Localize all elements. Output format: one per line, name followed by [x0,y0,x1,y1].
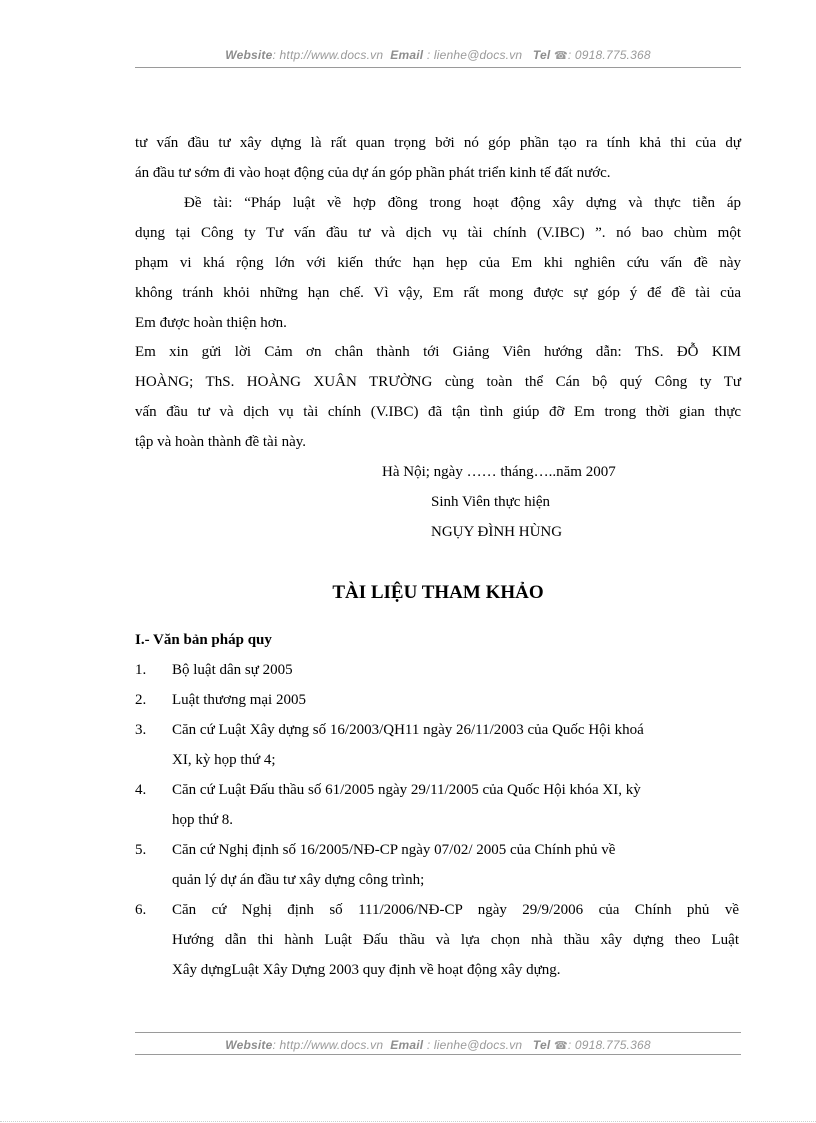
footer-divider [135,1032,741,1033]
header-divider [135,67,741,68]
references-title: TÀI LIỆU THAM KHẢO [332,582,544,603]
item-text: XI, kỳ họp thứ 4; [172,752,276,768]
item-number: 1. [135,662,147,678]
email-label: Email [390,1038,424,1052]
item-text: Căn cứ Luật Xây dựng số 16/2003/QH11 ngày 26/11/2003 của Quốc Hội khoá [172,722,644,738]
paragraph-line: phạm vi khá rộng lớn với kiến thức hạn hẹp của Em khi nghiên cứu vấn đề này [135,255,741,271]
tel-label: Tel [532,1038,551,1052]
paragraph-line: vấn đầu tư và dịch vụ tài chính (V.IBC) đã tận tình giúp đỡ Em trong thời gian thực [135,404,741,420]
website-url[interactable]: : http://www.docs.vn [272,48,384,62]
paragraph-line: không tránh khỏi những hạn chế. Vì vậy, Em rất mong được sự góp ý để đề tài của [135,285,741,301]
paragraph-line: Em xin gửi lời Cảm ơn chân thành tới Giảng Viên hướng dẫn: ThS. ĐỖ KIM [135,344,741,360]
tel-number: : 0918.775.368 [567,48,651,62]
item-number: 2. [135,692,147,708]
paragraph-line: án đầu tư sớm đi vào hoạt động của dự án góp phần phát triển kinh tế đất nước. [135,165,611,181]
phone-icon: ☎ [553,50,568,62]
website-label: Website [225,1038,273,1052]
paragraph-line: dụng tại Công ty Tư vấn đầu tư và dịch vụ tài chính (V.IBC) ”. nó bao chùm một [135,225,741,241]
tel-label: Tel [532,48,551,62]
page-footer [135,1038,741,1052]
paragraph-line: tập và hoàn thành đề tài này. [135,434,307,450]
signature-role: Sinh Viên thực hiện [431,494,551,510]
item-number: 5. [135,842,147,858]
website-url[interactable]: : http://www.docs.vn [272,1038,384,1052]
paragraph-line: Em được hoàn thiện hơn. [135,315,287,331]
item-number: 4. [135,782,147,798]
email-address[interactable]: : lienhe@docs.vn [426,1038,523,1052]
item-number: 6. [135,902,147,918]
email-address[interactable]: : lienhe@docs.vn [426,48,523,62]
email-label: Email [390,48,424,62]
references-section-heading: I.- Văn bản pháp quy [135,632,272,648]
item-text: Luật thương mại 2005 [172,692,306,708]
item-text: quản lý dự án đầu tư xây dựng công trình; [172,872,425,888]
signature-name: NGỤY ĐÌNH HÙNG [431,524,563,540]
page-break-line [0,1121,816,1122]
item-text: Căn cứ Nghị định số 16/2005/NĐ-CP ngày 07/02/ 2005 của Chính phủ về [172,842,616,858]
tel-number: : 0918.775.368 [567,1038,651,1052]
paragraph-line: tư vấn đầu tư xây dựng là rất quan trọng bởi nó góp phần tạo ra tính khả thi của dự [135,135,741,151]
item-text: Xây dựngLuật Xây Dựng 2003 quy định về hoạt động xây dựng. [172,962,561,978]
phone-icon: ☎ [553,1040,568,1052]
item-text: Căn cứ Nghị định số 111/2006/NĐ-CP ngày 29/9/2006 của Chính phủ về [172,902,739,918]
signature-date: Hà Nội; ngày …… tháng…..năm 2007 [382,464,616,480]
item-text: họp thứ 8. [172,812,234,828]
item-text: Hướng dẫn thi hành Luật Đấu thầu và lựa chọn nhà thầu xây dựng theo Luật [172,932,739,948]
website-label: Website [225,48,273,62]
page-header [135,48,741,62]
paragraph-line: HOÀNG; ThS. HOÀNG XUÂN TRƯỜNG cùng toàn thể Cán bộ quý Công ty Tư [135,374,741,390]
footer-divider-bottom [135,1054,741,1055]
item-number: 3. [135,722,147,738]
item-text: Căn cứ Luật Đấu thầu số 61/2005 ngày 29/11/2005 của Quốc Hội khóa XI, kỳ [172,782,641,798]
paragraph-line: Đề tài: “Pháp luật về hợp đồng trong hoạt động xây dựng và thực tiễn áp [184,195,741,211]
item-text: Bộ luật dân sự 2005 [172,662,293,678]
